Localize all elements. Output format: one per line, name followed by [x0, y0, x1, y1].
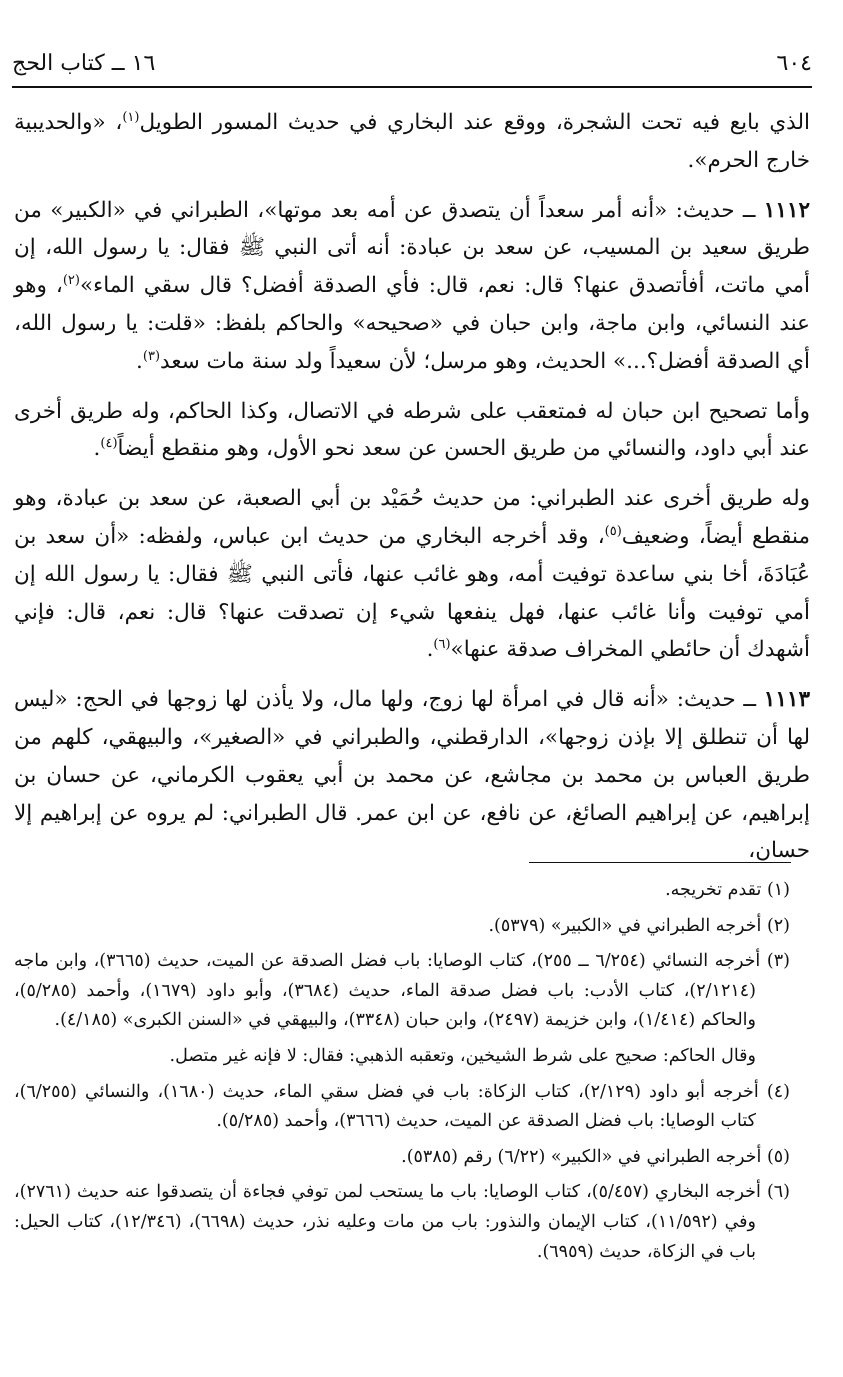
- footnote-text: أخرجه النسائي (٦/٢٥٤ ــ ٢٥٥)، كتاب الوصايا: باب فضل الصدقة عن الميت، حديث (٣٦٦٥)، وابن ماجه (٢/١٢١٤)، كتاب الأدب: باب فضل صدقة الماء، حديث (٣٦٨٤)، وأبو داود (١٦٧٩)، وأحمد (٥/٢٨٥)، والحاكم (١/٤١٤)، وابن خزيمة (٢٤٩٧)، وابن حبان (٣٣٤٨)، والبيهقي في «السنن الكبرى» (٤/١٨٥).: [14, 951, 761, 1031]
- paragraph-text: الذي بايع فيه تحت الشجرة، ووقع عند البخاري في حديث المسور الطويل: [139, 110, 810, 135]
- paragraph-text: ــ حديث: «أنه أمر سعداً أن يتصدق عن أمه بعد موتها»، الطبراني في «الكبير» من طريق سعيد بن المسيب، عن سعد بن عبادة: أنه أتى النبي ﷺ فقال: يا رسول الله، إن أمي ماتت، أفأتصدق عنها؟ قال: نعم، قال: فأي الصدقة أفضل؟ قال سقي الماء»: [14, 197, 810, 299]
- footnote-ref: (٥): [604, 523, 622, 539]
- footnote-4: [14, 1078, 790, 1137]
- footnote-5: [14, 1143, 790, 1173]
- paragraph-text: ، وقد أخرجه البخاري من حديث ابن عباس، ولفظه: «أن سعد بن عُبَادَةَ، أخا بني ساعدة توفيت أمه، وهو غائب عنها، فأتى النبي ﷺ فقال: يا رسول الله إن أمي توفيت وأنا غائب عنها، فهل ينفعها شيء إن تصدقت عنها؟ قال: نعم، قال: فإني أشهدك أن حائطي المخراف صدقة عنها»: [14, 523, 810, 663]
- footnote-2: [14, 912, 790, 942]
- hadith-number: ١١١٣: [763, 687, 810, 713]
- running-title: ١٦ ــ كتاب الحج: [12, 51, 156, 76]
- running-header: [12, 52, 812, 88]
- main-text: [14, 104, 810, 882]
- footnote-text: أخرجه الطبراني في «الكبير» (٥٣٧٩).: [488, 915, 762, 936]
- footnote-text: تقدم تخريجه.: [665, 880, 762, 900]
- footnotes: [14, 876, 790, 1273]
- paragraph-1: [14, 104, 810, 180]
- footnote-3-continuation: وقال الحاكم: صحيح على شرط الشيخين، وتعقبه الذهبي: فقال: لا فإنه غير متصل.: [169, 1045, 756, 1066]
- paragraph-text: .: [136, 348, 143, 374]
- footnote-number: (٣): [766, 951, 790, 972]
- paragraph-text: .: [426, 637, 434, 663]
- hadith-1112: [14, 192, 810, 381]
- footnote-ref: (٣): [142, 348, 161, 364]
- footnote-ref: (١): [122, 109, 140, 125]
- footnote-number: (٥): [766, 1146, 790, 1167]
- hadith-number: ١١١٢: [763, 197, 810, 223]
- footnote-3: [14, 947, 790, 1036]
- footnote-number: (١): [766, 880, 790, 900]
- hadith-1113: [14, 681, 810, 870]
- footnote-text: أخرجه أبو داود (٢/١٢٩)، كتاب الزكاة: باب في فضل سقي الماء، حديث (١٦٨٠)، والنسائي (٦/٢٥٥)، كتاب الوصايا: باب فضل الصدقة عن الميت، حديث (٣٦٦٦)، وأحمد (٥/٢٨٥).: [14, 1081, 759, 1132]
- footnote-number: (٦): [766, 1182, 790, 1203]
- footnote-ref: (٤): [100, 436, 118, 452]
- paragraph-text: وله طريق أخرى عند الطبراني: من حديث حُمَيْد بن أبي الصعبة، عن سعد بن عبادة، وهو منقطع أيضاً، وضعيف: [14, 486, 810, 549]
- footnote-number: (٤): [766, 1081, 790, 1102]
- paragraph-text: ــ حديث: «أنه قال في امرأة لها زوج، ولها مال، ولا يأذن لها زوجها في الحج: «ليس لها أن تنطلق إلا بإذن زوجها»، الدارقطني، والطبراني في «الصغير»، والبيهقي، كلهم من طريق العباس بن محمد بن مجاشع، عن محمد بن أبي يعقوب الكرماني، عن حسان بن إبراهيم، عن إبراهيم الصائغ، عن نافع، عن ابن عمر. قال الطبراني: لم يروه عن إبراهيم إلا حسان،: [14, 687, 810, 864]
- footnote-6: [14, 1178, 790, 1267]
- footnote-text: أخرجه الطبراني في «الكبير» (٦/٢٢) رقم (٥٣٨٥).: [401, 1146, 762, 1167]
- paragraph-text: ، وهو عند النسائي، وابن ماجة، وابن حبان في «صحيحه» والحاكم بلفظ: «قلت: يا رسول الله، أي الصدقة أفضل؟...» الحديث، وهو مرسل؛ لأن سعيداً ولد سنة مات سعد: [14, 273, 810, 374]
- paragraph-text: .: [93, 436, 101, 462]
- footnote-ref: (٢): [62, 273, 80, 289]
- paragraph-3: [14, 393, 810, 469]
- footnote-number: (٢): [766, 915, 790, 936]
- footnote-1: [14, 876, 790, 906]
- page-number: ٦٠٤: [776, 51, 812, 76]
- paragraph-text: وأما تصحيح ابن حبان له فمتعقب على شرطه في الاتصال، وكذا الحاكم، وله طريق أخرى عند أبي داود، والنسائي من طريق الحسن عن سعد نحو الأول، وهو منقطع أيضاً: [14, 398, 810, 462]
- footnote-divider: [529, 862, 791, 863]
- footnote-text: أخرجه البخاري (٥/٤٥٧)، كتاب الوصايا: باب ما يستحب لمن توفي فجاءة أن يتصدقوا عنه حديث (٢٧٦١)، وفي (١١/٥٩٢)، كتاب الإيمان والنذور: باب من مات وعليه نذر، حديث (٦٦٩٨)، (١٢/٣٤٦)، كتاب الحيل: باب في الزكاة، حديث (٦٩٥٩).: [14, 1182, 761, 1262]
- footnote-ref: (٦): [433, 637, 451, 653]
- paragraph-text: ، «والحديبية خارج الحرم».: [14, 110, 810, 173]
- paragraph-4: [14, 480, 810, 669]
